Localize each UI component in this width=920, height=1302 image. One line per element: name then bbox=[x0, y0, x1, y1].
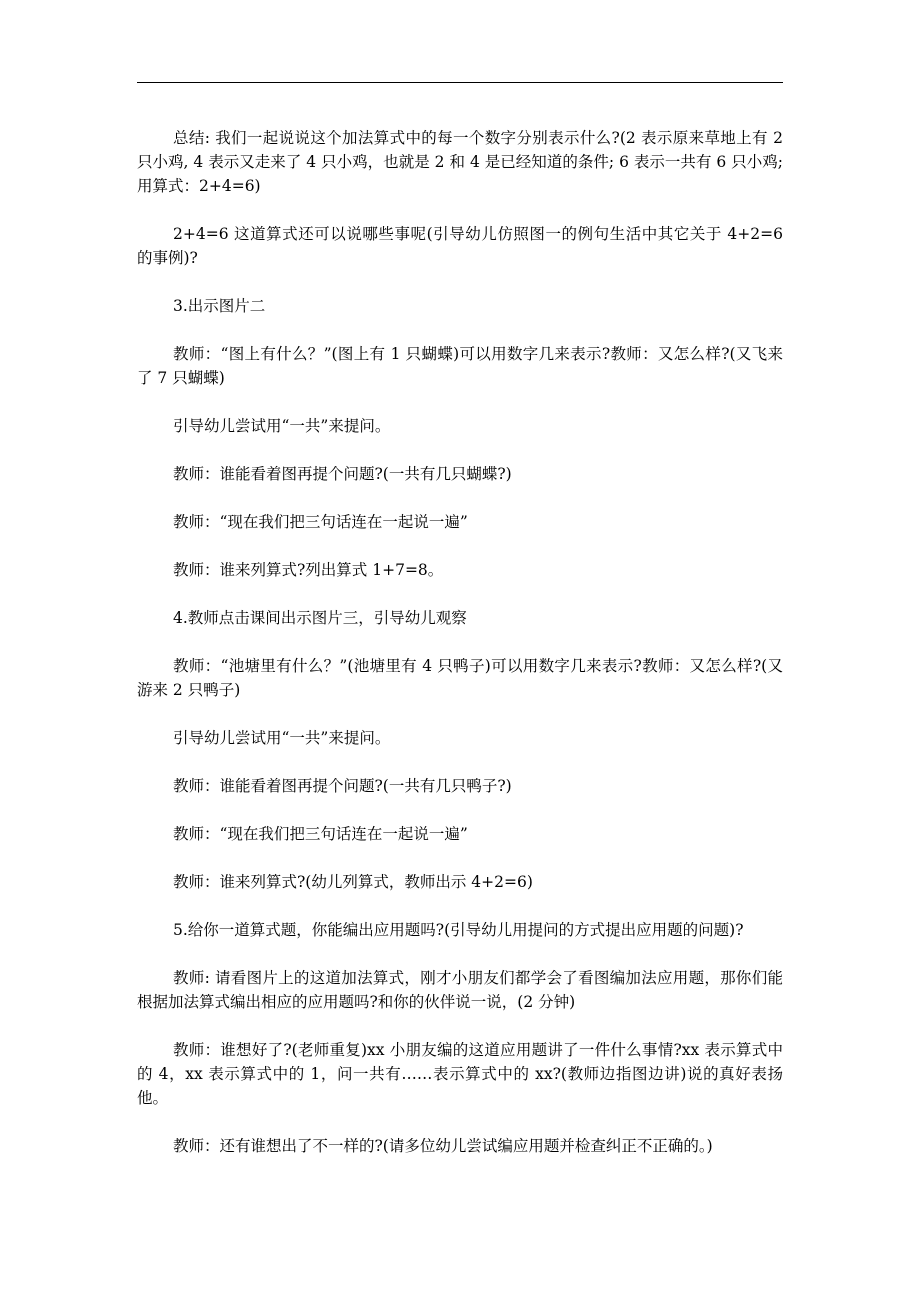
paragraph: 教师：“池塘里有什么？”(池塘里有 4 只鸭子)可以用数字几来表示?教师：又怎么样?(又游来 2 只鸭子) bbox=[137, 657, 783, 699]
paragraph: 教师：还有谁想出了不一样的?(请多位幼儿尝试编应用题并检查纠正不正确的。) bbox=[173, 1137, 713, 1155]
paragraph: 引导幼儿尝试用“一共”来提问。 bbox=[173, 729, 391, 747]
section-heading: 4.教师点击课间出示图片三，引导幼儿观察 bbox=[173, 609, 467, 627]
section-heading: 3.出示图片二 bbox=[173, 297, 266, 315]
paragraph: 教师：谁能看着图再提个问题?(一共有几只鸭子?) bbox=[173, 777, 512, 795]
paragraph: 教师：谁来列算式?列出算式 1+7=8。 bbox=[173, 561, 444, 579]
paragraph: 教师：“现在我们把三句话连在一起说一遍” bbox=[173, 513, 468, 531]
paragraph: 教师：谁能看着图再提个问题?(一共有几只蝴蝶?) bbox=[173, 465, 512, 483]
paragraph: 教师: 请看图片上的这道加法算式，刚才小朋友们都学会了看图编加法应用题，那你们能根据加法算式编出相应的应用题吗?和你的伙伴说一说，(2 分钟) bbox=[137, 969, 783, 1011]
header-rule bbox=[137, 82, 783, 83]
paragraph-summary: 总结: 我们一起说说这个加法算式中的每一个数字分别表示什么?(2 表示原来草地上有 2 只小鸡, 4 表示又走来了 4 只小鸡，也就是 2 和 4 是已经知道的条件; 6 表示一共有 6 只小鸡; 用算式：2+4=6) bbox=[137, 129, 783, 195]
paragraph: 教师：谁想好了?(老师重复)xx 小朋友编的这道应用题讲了一件什么事情?xx 表示算式中的 4，xx 表示算式中的 1，问一共有……表示算式中的 xx?(教师边指图边讲)说的真好表扬他。 bbox=[137, 1041, 783, 1107]
paragraph: 教师：“图上有什么？”(图上有 1 只蝴蝶)可以用数字几来表示?教师：又怎么样?(又飞来了 7 只蝴蝶) bbox=[137, 345, 783, 387]
paragraph: 教师：谁来列算式?(幼儿列算式，教师出示 4+2=6) bbox=[173, 873, 533, 891]
section-heading: 5.给你一道算式题，你能编出应用题吗?(引导幼儿用提问的方式提出应用题的问题)? bbox=[173, 921, 744, 939]
paragraph: 2+4=6 这道算式还可以说哪些事呢(引导幼儿仿照图一的例句生活中其它关于 4+2=6 的事例)? bbox=[137, 225, 783, 267]
document-body bbox=[137, 126, 783, 1182]
paragraph: 教师：“现在我们把三句话连在一起说一遍” bbox=[173, 825, 468, 843]
paragraph: 引导幼儿尝试用“一共”来提问。 bbox=[173, 417, 391, 435]
